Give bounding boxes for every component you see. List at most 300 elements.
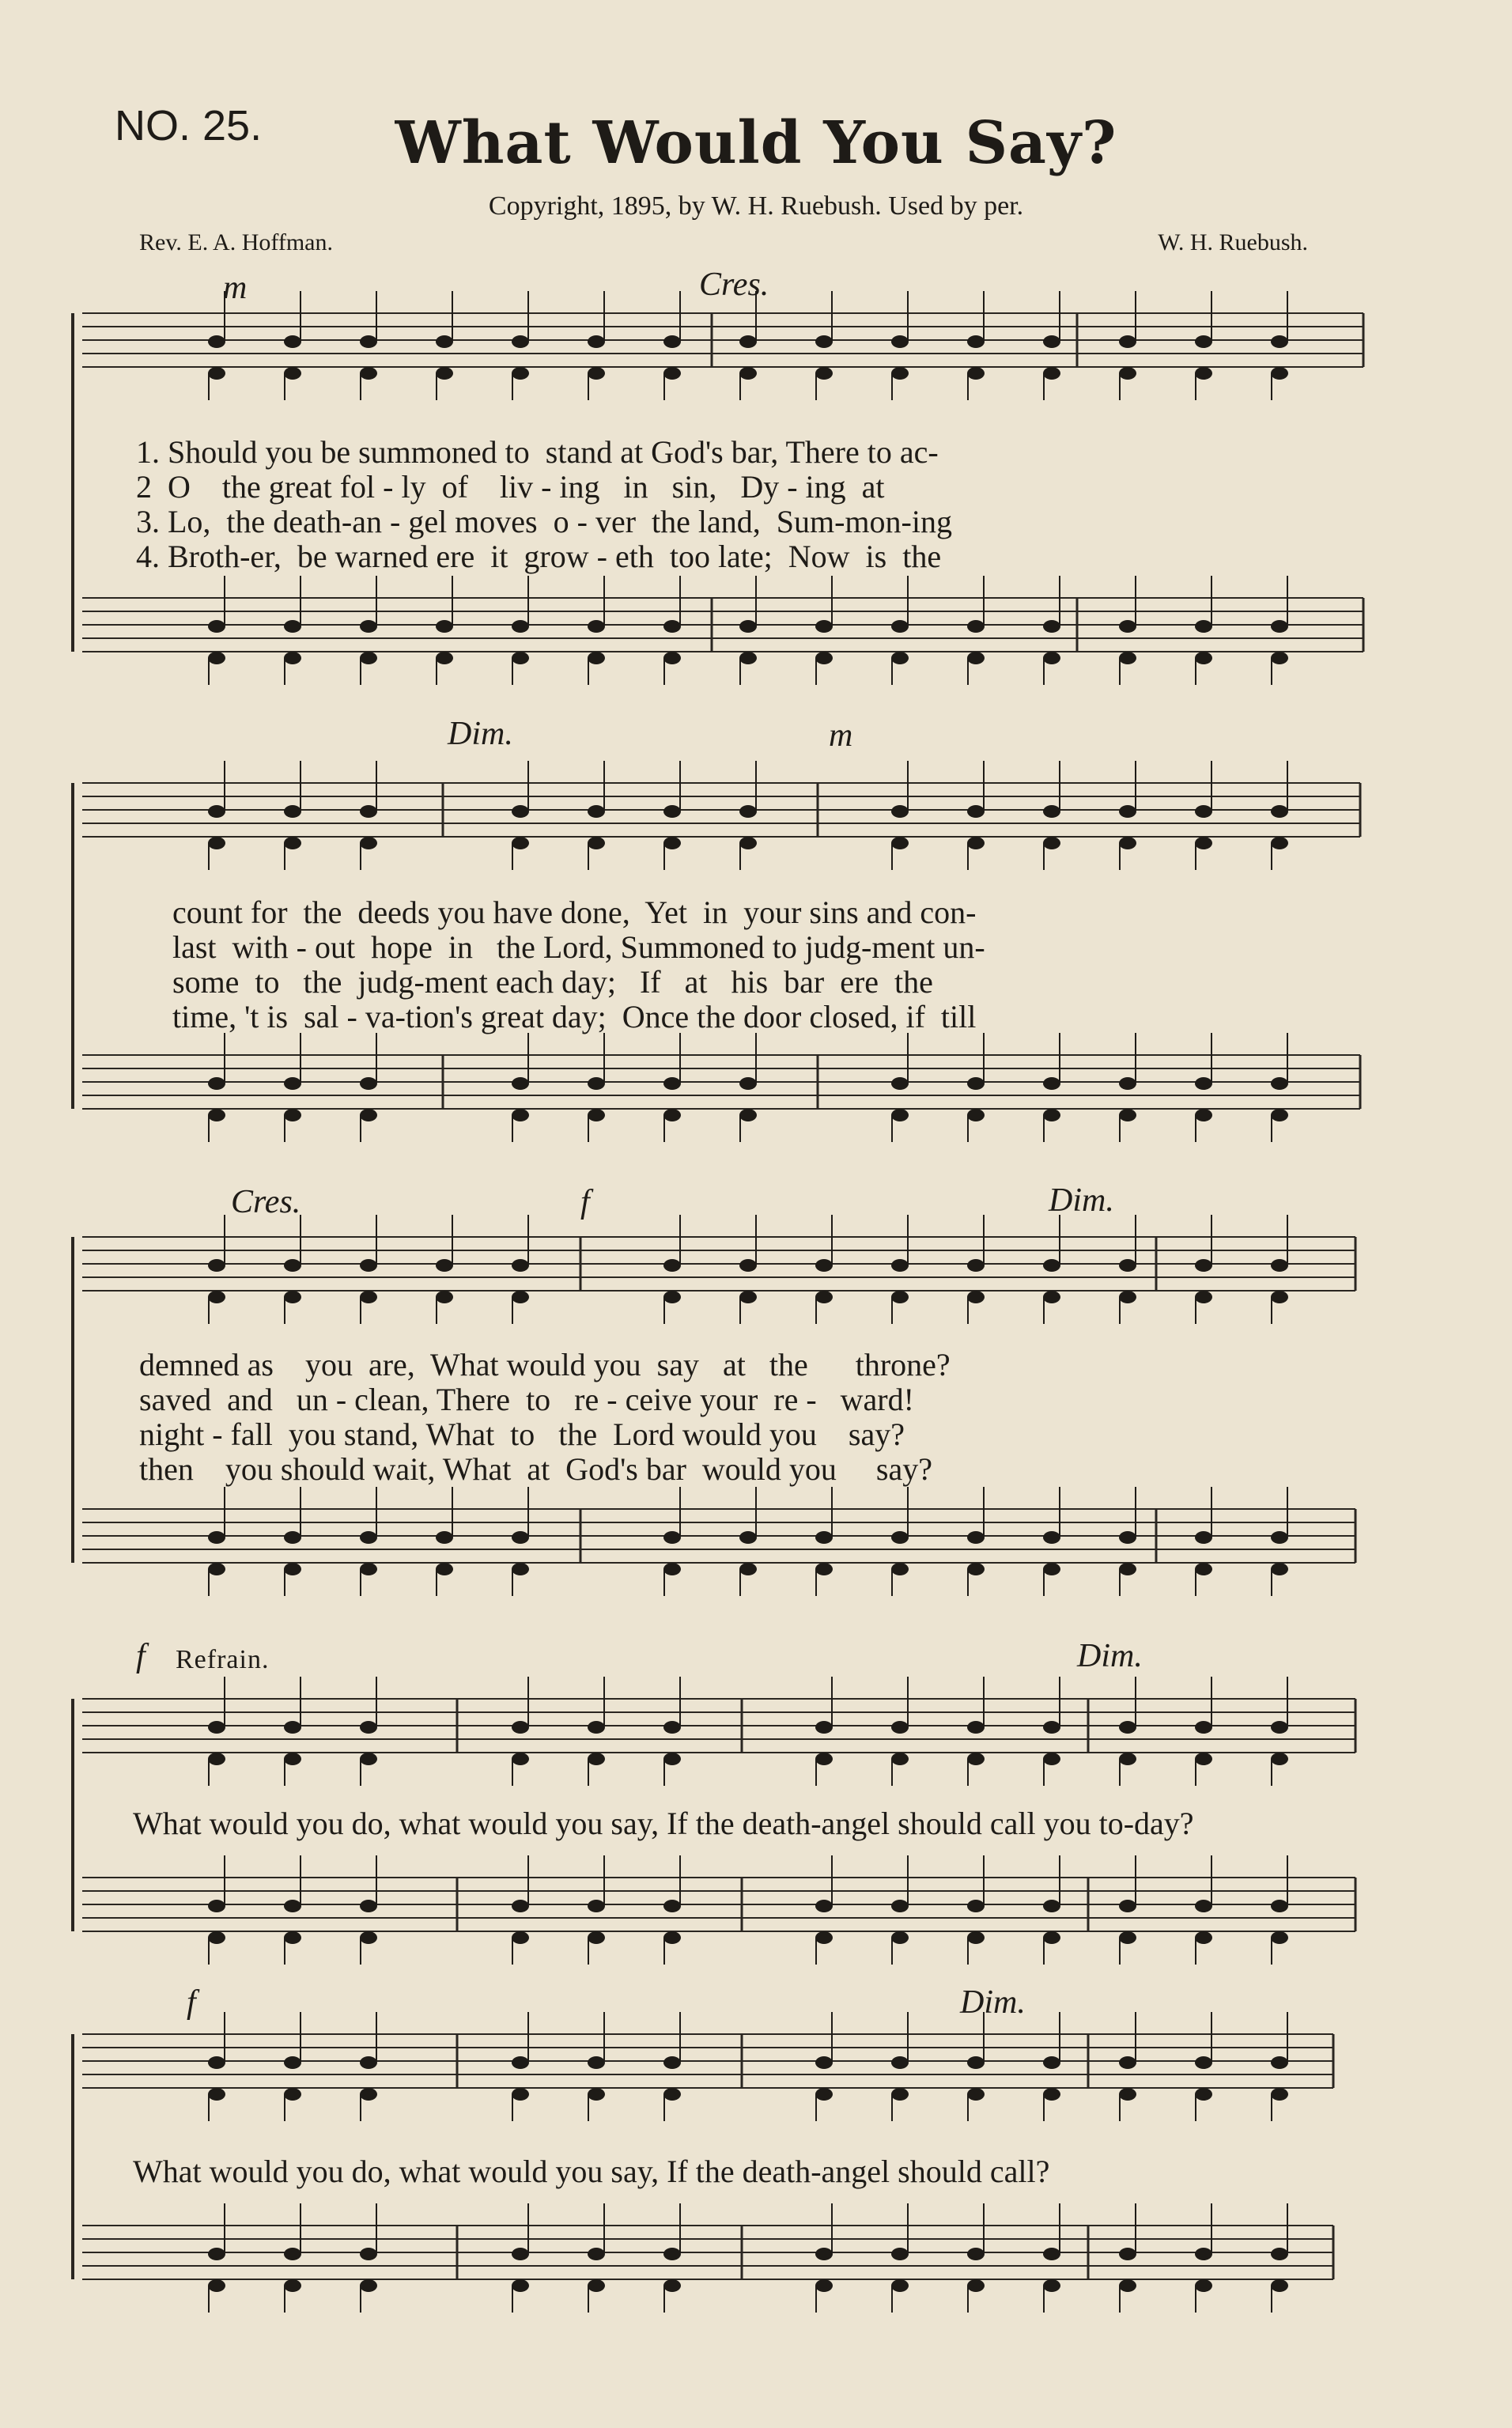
note-head — [663, 2056, 681, 2069]
note-head — [436, 1531, 453, 1544]
note-head — [663, 1291, 681, 1303]
note-head — [208, 1753, 225, 1765]
note-head — [967, 367, 985, 380]
note-head — [284, 1259, 301, 1272]
note-head — [588, 620, 605, 633]
note-head — [512, 1109, 529, 1121]
note-head — [1119, 1531, 1136, 1544]
note-head — [1195, 1563, 1212, 1575]
note-head — [1043, 2056, 1060, 2069]
note-head — [1195, 1753, 1212, 1765]
dynamic-dim: Dim. — [1077, 1638, 1143, 1674]
note-head — [588, 652, 605, 664]
note-head — [208, 367, 225, 380]
note-head — [663, 1900, 681, 1912]
note-head — [360, 1721, 377, 1734]
note-head — [1043, 2248, 1060, 2260]
lyric-verse-1: 1. Should you be summoned to stand at God's bar, There to ac- — [136, 434, 939, 470]
refrain-label: Refrain. — [176, 1645, 270, 1674]
note-head — [284, 335, 301, 348]
note-head — [1043, 1077, 1060, 1090]
note-head — [1043, 1109, 1060, 1121]
dynamic-cres: Cres. — [231, 1184, 301, 1220]
note-head — [967, 2279, 985, 2292]
note-head — [284, 805, 301, 818]
note-head — [284, 367, 301, 380]
note-head — [1271, 652, 1288, 664]
note-head — [588, 1931, 605, 1944]
note-head — [815, 1531, 833, 1544]
note-head — [1119, 620, 1136, 633]
note-head — [967, 2088, 985, 2101]
note-head — [663, 620, 681, 633]
note-head — [284, 1900, 301, 1912]
note-head — [967, 805, 985, 818]
note-head — [891, 805, 909, 818]
note-head — [1043, 620, 1060, 633]
note-head — [208, 1931, 225, 1944]
note-head — [891, 1531, 909, 1544]
note-head — [1195, 1931, 1212, 1944]
note-head — [436, 1563, 453, 1575]
note-head — [663, 1109, 681, 1121]
note-head — [588, 1900, 605, 1912]
dynamic-m: m — [223, 270, 248, 306]
note-head — [208, 2248, 225, 2260]
note-head — [436, 367, 453, 380]
dynamic-m: m — [829, 717, 853, 754]
note-head — [512, 652, 529, 664]
lyric-verse-3: 3. Lo, the death-an - gel moves o - ver the land, Sum-mon-ing — [136, 504, 952, 539]
note-head — [588, 1077, 605, 1090]
note-head — [512, 1931, 529, 1944]
note-head — [284, 2088, 301, 2101]
note-head — [1043, 1259, 1060, 1272]
hymn-number: NO. 25. — [115, 102, 263, 149]
note-head — [208, 2088, 225, 2101]
note-head — [360, 620, 377, 633]
note-head — [1195, 805, 1212, 818]
note-head — [360, 837, 377, 849]
note-head — [1271, 837, 1288, 849]
note-head — [284, 620, 301, 633]
composer-credit: W. H. Ruebush. — [1158, 229, 1308, 255]
note-head — [967, 1259, 985, 1272]
note-head — [891, 837, 909, 849]
note-head — [512, 1753, 529, 1765]
note-head — [967, 2248, 985, 2260]
note-head — [1119, 1721, 1136, 1734]
copyright-line: Copyright, 1895, by W. H. Ruebush. Used by per. — [488, 191, 1024, 221]
note-head — [1119, 2279, 1136, 2292]
note-head — [1195, 367, 1212, 380]
note-head — [663, 1563, 681, 1575]
note-head — [891, 1259, 909, 1272]
note-head — [967, 1931, 985, 1944]
note-head — [208, 1259, 225, 1272]
note-head — [1271, 1900, 1288, 1912]
note-head — [512, 2088, 529, 2101]
note-head — [1119, 335, 1136, 348]
note-head — [891, 335, 909, 348]
lyric-verse-1: demned as you are, What would you say at the throne? — [139, 1347, 951, 1382]
note-head — [512, 2056, 529, 2069]
note-head — [1271, 1291, 1288, 1303]
note-head — [284, 2248, 301, 2260]
note-head — [208, 837, 225, 849]
note-head — [967, 1721, 985, 1734]
note-head — [588, 1753, 605, 1765]
note-head — [663, 1721, 681, 1734]
note-head — [1271, 1563, 1288, 1575]
note-head — [284, 2279, 301, 2292]
dynamic-cres: Cres. — [699, 267, 769, 303]
hymn-title: What Would You Say? — [395, 109, 1117, 177]
note-head — [1271, 620, 1288, 633]
note-head — [967, 1077, 985, 1090]
note-head — [1271, 1109, 1288, 1121]
note-head — [739, 1109, 757, 1121]
note-head — [512, 1563, 529, 1575]
note-head — [1195, 1721, 1212, 1734]
note-head — [1195, 2056, 1212, 2069]
note-head — [967, 1563, 985, 1575]
note-head — [815, 1259, 833, 1272]
note-head — [208, 1900, 225, 1912]
dynamic-dim: Dim. — [1049, 1182, 1114, 1219]
note-head — [663, 837, 681, 849]
note-head — [436, 652, 453, 664]
note-head — [1271, 2056, 1288, 2069]
note-head — [1119, 1931, 1136, 1944]
lyric-verse-4: 4. Broth-er, be warned ere it grow - eth too late; Now is the — [136, 539, 942, 574]
note-head — [284, 1753, 301, 1765]
note-head — [815, 1563, 833, 1575]
note-head — [1271, 1753, 1288, 1765]
note-head — [512, 335, 529, 348]
note-head — [967, 652, 985, 664]
note-head — [360, 652, 377, 664]
note-head — [1043, 1900, 1060, 1912]
note-head — [891, 1109, 909, 1121]
note-head — [1119, 1077, 1136, 1090]
note-head — [1043, 1531, 1060, 1544]
note-head — [663, 2248, 681, 2260]
note-head — [512, 2279, 529, 2292]
note-head — [1195, 1531, 1212, 1544]
note-head — [588, 2279, 605, 2292]
note-head — [891, 2248, 909, 2260]
note-head — [739, 1291, 757, 1303]
note-head — [208, 1563, 225, 1575]
note-head — [208, 335, 225, 348]
note-head — [1271, 367, 1288, 380]
note-head — [1271, 2248, 1288, 2260]
note-head — [739, 837, 757, 849]
note-head — [208, 652, 225, 664]
note-head — [588, 2088, 605, 2101]
note-head — [360, 335, 377, 348]
note-head — [588, 367, 605, 380]
note-head — [1119, 367, 1136, 380]
note-head — [1271, 1721, 1288, 1734]
note-head — [1195, 2279, 1212, 2292]
note-head — [360, 2088, 377, 2101]
note-head — [360, 1291, 377, 1303]
note-head — [815, 335, 833, 348]
note-head — [360, 2248, 377, 2260]
note-head — [891, 1931, 909, 1944]
note-head — [1195, 1900, 1212, 1912]
lyric-verse-3: some to the judg-ment each day; If at his bar ere the — [172, 964, 933, 1000]
note-head — [663, 1531, 681, 1544]
note-head — [1195, 620, 1212, 633]
note-head — [1271, 1531, 1288, 1544]
note-head — [739, 367, 757, 380]
note-head — [891, 1291, 909, 1303]
note-head — [1271, 335, 1288, 348]
note-head — [1119, 1291, 1136, 1303]
note-head — [512, 1721, 529, 1734]
note-head — [967, 1753, 985, 1765]
lyric-verse-4: time, 't is sal - va-tion's great day; Once the door closed, if till — [172, 999, 977, 1034]
note-head — [967, 1900, 985, 1912]
staff-lines — [73, 291, 1363, 2313]
note-head — [663, 805, 681, 818]
note-head — [1119, 837, 1136, 849]
note-head — [588, 805, 605, 818]
note-head — [588, 837, 605, 849]
note-head — [891, 1721, 909, 1734]
note-head — [284, 1109, 301, 1121]
note-head — [1119, 1900, 1136, 1912]
note-head — [1043, 2279, 1060, 2292]
note-head — [967, 1109, 985, 1121]
note-head — [360, 2056, 377, 2069]
note-head — [360, 1563, 377, 1575]
note-head — [208, 1531, 225, 1544]
note-head — [1195, 837, 1212, 849]
lyric-verse-4: then you should wait, What at God's bar would you say? — [139, 1451, 932, 1487]
note-head — [512, 367, 529, 380]
note-head — [815, 367, 833, 380]
note-head — [1195, 2088, 1212, 2101]
note-head — [891, 1753, 909, 1765]
refrain-lyric: What would you do, what would you say, If the death-angel should call? — [133, 2154, 1050, 2189]
note-head — [663, 335, 681, 348]
note-head — [1271, 1077, 1288, 1090]
note-head — [815, 2279, 833, 2292]
note-head — [1043, 1753, 1060, 1765]
author-credit: Rev. E. A. Hoffman. — [139, 229, 333, 255]
note-head — [891, 1900, 909, 1912]
note-head — [891, 652, 909, 664]
note-head — [1043, 367, 1060, 380]
note-head — [512, 837, 529, 849]
note-head — [512, 1531, 529, 1544]
note-head — [1043, 1931, 1060, 1944]
note-head — [436, 1291, 453, 1303]
dynamic-f: f — [580, 1184, 590, 1220]
note-head — [739, 1563, 757, 1575]
note-head — [663, 1077, 681, 1090]
note-head — [967, 1531, 985, 1544]
note-head — [284, 1077, 301, 1090]
note-head — [1043, 1291, 1060, 1303]
note-head — [1043, 837, 1060, 849]
note-head — [208, 1109, 225, 1121]
note-head — [1271, 1931, 1288, 1944]
note-head — [967, 335, 985, 348]
note-head — [284, 1931, 301, 1944]
note-head — [1195, 1077, 1212, 1090]
note-head — [1043, 2088, 1060, 2101]
note-head — [1119, 652, 1136, 664]
note-head — [588, 2056, 605, 2069]
lyric-verse-2: saved and un - clean, There to re - ceive your re - ward! — [139, 1382, 914, 1417]
note-head — [360, 1931, 377, 1944]
note-head — [284, 652, 301, 664]
note-head — [1119, 1563, 1136, 1575]
dynamic-dim: Dim. — [448, 716, 513, 752]
note-head — [512, 620, 529, 633]
lyric-verse-3: night - fall you stand, What to the Lord would you say? — [139, 1416, 905, 1452]
note-head — [663, 2088, 681, 2101]
note-head — [588, 1721, 605, 1734]
note-head — [1119, 1259, 1136, 1272]
dynamic-f: f — [187, 1984, 196, 2021]
note-head — [1271, 805, 1288, 818]
note-head — [891, 1563, 909, 1575]
note-head — [739, 1531, 757, 1544]
note-head — [360, 1077, 377, 1090]
note-head — [284, 1531, 301, 1544]
note-head — [739, 1259, 757, 1272]
note-head — [208, 1291, 225, 1303]
note-head — [891, 367, 909, 380]
note-head — [1043, 335, 1060, 348]
note-head — [815, 1291, 833, 1303]
note-head — [891, 2279, 909, 2292]
note-head — [1119, 2088, 1136, 2101]
note-head — [815, 2248, 833, 2260]
note-head — [891, 2056, 909, 2069]
note-head — [360, 1753, 377, 1765]
refrain-lyric: What would you do, what would you say, If the death-angel should call you to-day? — [133, 1806, 1194, 1841]
note-head — [1119, 1753, 1136, 1765]
note-head — [815, 620, 833, 633]
note-head — [1195, 1259, 1212, 1272]
note-head — [815, 1900, 833, 1912]
note-head — [208, 1721, 225, 1734]
note-head — [1271, 2088, 1288, 2101]
note-head — [815, 2056, 833, 2069]
note-head — [1119, 2056, 1136, 2069]
note-head — [663, 1753, 681, 1765]
note-head — [512, 1291, 529, 1303]
note-head — [360, 367, 377, 380]
note-head — [284, 1563, 301, 1575]
note-head — [891, 1077, 909, 1090]
note-head — [360, 1900, 377, 1912]
note-head — [284, 837, 301, 849]
note-head — [360, 1109, 377, 1121]
note-head — [967, 1291, 985, 1303]
note-head — [739, 335, 757, 348]
note-head — [815, 1931, 833, 1944]
note-head — [512, 1900, 529, 1912]
note-head — [891, 2088, 909, 2101]
note-head — [739, 1077, 757, 1090]
note-head — [815, 1721, 833, 1734]
note-head — [512, 805, 529, 818]
note-head — [739, 805, 757, 818]
note-head — [663, 1931, 681, 1944]
note-head — [512, 2248, 529, 2260]
note-head — [436, 335, 453, 348]
note-head — [436, 620, 453, 633]
note-head — [284, 1291, 301, 1303]
note-head — [284, 1721, 301, 1734]
note-head — [739, 620, 757, 633]
note-head — [739, 652, 757, 664]
note-head — [208, 2056, 225, 2069]
note-head — [815, 1753, 833, 1765]
note-head — [1119, 805, 1136, 818]
note-head — [1043, 1563, 1060, 1575]
note-head — [663, 2279, 681, 2292]
note-head — [663, 652, 681, 664]
note-head — [1195, 652, 1212, 664]
lyric-verse-2: 2 O the great fol - ly of liv - ing in sin, Dy - ing at — [136, 469, 885, 505]
note-head — [1271, 2279, 1288, 2292]
dynamic-f: f — [136, 1638, 146, 1674]
note-head — [360, 805, 377, 818]
note-head — [208, 2279, 225, 2292]
note-head — [815, 2088, 833, 2101]
note-head — [967, 2056, 985, 2069]
note-head — [360, 1531, 377, 1544]
note-head — [1195, 335, 1212, 348]
note-head — [1119, 2248, 1136, 2260]
note-head — [967, 620, 985, 633]
note-head — [512, 1259, 529, 1272]
note-head — [1043, 1721, 1060, 1734]
note-head — [588, 335, 605, 348]
note-head — [663, 367, 681, 380]
note-head — [1043, 652, 1060, 664]
note-head — [360, 1259, 377, 1272]
note-head — [284, 2056, 301, 2069]
note-head — [208, 620, 225, 633]
note-head — [208, 1077, 225, 1090]
lyric-verse-1: count for the deeds you have done, Yet in your sins and con- — [172, 894, 977, 930]
note-head — [815, 652, 833, 664]
note-head — [512, 1077, 529, 1090]
note-head — [967, 837, 985, 849]
note-head — [1271, 1259, 1288, 1272]
note-head — [1043, 805, 1060, 818]
note-head — [208, 805, 225, 818]
note-head — [360, 2279, 377, 2292]
note-head — [1195, 2248, 1212, 2260]
note-head — [1119, 1109, 1136, 1121]
dynamic-dim: Dim. — [960, 1984, 1026, 2021]
note-head — [588, 2248, 605, 2260]
note-head — [436, 1259, 453, 1272]
note-head — [588, 1109, 605, 1121]
note-head — [663, 1259, 681, 1272]
